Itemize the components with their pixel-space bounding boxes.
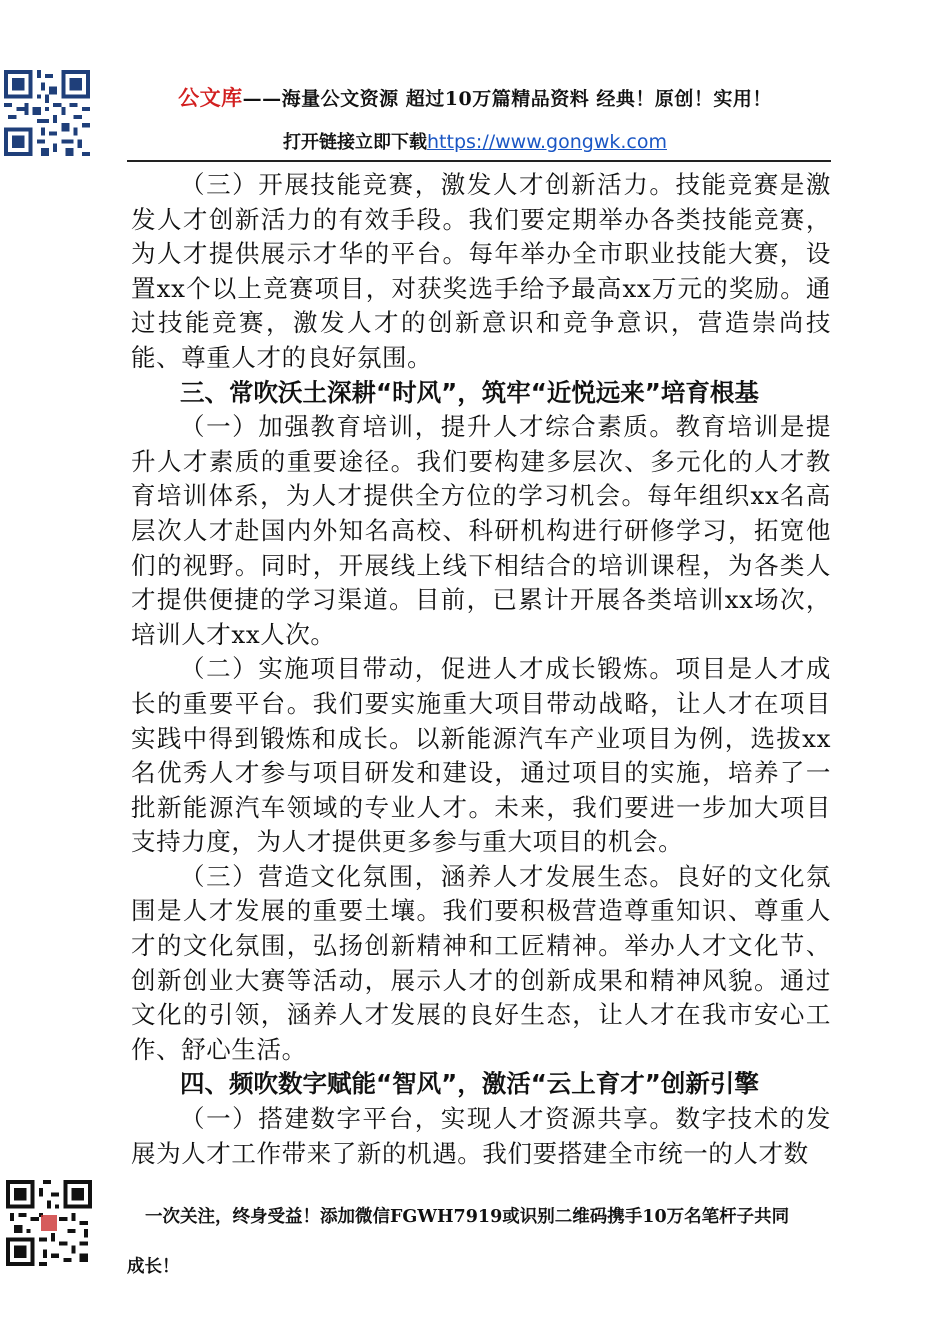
site-link[interactable]: https://www.gongwk.com <box>427 131 667 153</box>
section-heading: 四、频吹数字赋能“智风”，激活“云上育才”创新引擎 <box>180 1069 759 1099</box>
footer-line-1: 一次关注，终身受益！添加微信FGWH7919或识别二维码携手10万名笔杆子共同 <box>145 1207 790 1227</box>
paragraph: （三）营造文化氛围，涵养人才发展生态。良好的文化氛围是人才发展的重要土壤。我们要积极营造尊重知识、尊重人才的文化氛围，弘扬创新精神和工匠精神。举办人才文化节、创新创业大赛等活动，展示人才的创新成果和精神风貌。通过文化的引领，涵养人才发展的良好生态，让人才在我市安心工作、舒心生活。 <box>131 861 831 1064</box>
document-body <box>131 168 831 1171</box>
download-line <box>0 128 950 154</box>
section-heading: 三、常吹沃土深耕“时风”，筑牢“近悦远来”培育根基 <box>180 377 759 407</box>
header-divider <box>127 160 831 162</box>
paragraph: （二）实施项目带动，促进人才成长锻炼。项目是人才成长的重要平台。我们要实施重大项目带动战略，让人才在项目实践中得到锻炼和成长。以新能源汽车产业项目为例，选拔xx名优秀人才参与项目研发和建设，通过项目的实施，培养了一批新能源汽车领域的专业人才。未来，我们要进一步加大项目支持力度，为人才提供更多参与重大项目的机会。 <box>131 654 831 857</box>
site-banner <box>0 82 950 112</box>
brand-name: 公文库 <box>178 85 243 110</box>
paragraph: （一）加强教育培训，提升人才综合素质。教育培训是提升人才素质的重要途径。我们要构建多层次、多元化的人才教育培训体系，为人才提供全方位的学习机会。每年组织xx名高层次人才赴国内外知名高校、科研机构进行研修学习，拓宽他们的视野。同时，开展线上线下相结合的培训课程，为各类人才提供便捷的学习渠道。目前，已累计开展各类培训xx场次，培训人才xx人次。 <box>131 412 831 649</box>
banner-tagline: ——海量公文资源 超过10万篇精品资料 经典！原创！实用！ <box>242 88 772 110</box>
footer-line-2: 成长！ <box>127 1257 180 1277</box>
paragraph: （三）开展技能竞赛，激发人才创新活力。技能竞赛是激发人才创新活力的有效手段。我们要定期举办各类技能竞赛，为人才提供展示才华的平台。每年举办全市职业技能大赛，设置xx个以上竞赛项目，对获奖选手给予最高xx万元的奖励。通过技能竞赛，激发人才的创新意识和竞争意识，营造崇尚技能、尊重人才的良好氛围。 <box>131 170 831 372</box>
paragraph: （一）搭建数字平台，实现人才资源共享。数字技术的发展为人才工作带来了新的机遇。我们要搭建全市统一的人才数 <box>131 1104 831 1168</box>
download-prefix: 打开链接立即下载 <box>283 132 428 153</box>
qr-code-bottom-icon <box>6 1180 92 1266</box>
footer-promo <box>127 1192 837 1292</box>
